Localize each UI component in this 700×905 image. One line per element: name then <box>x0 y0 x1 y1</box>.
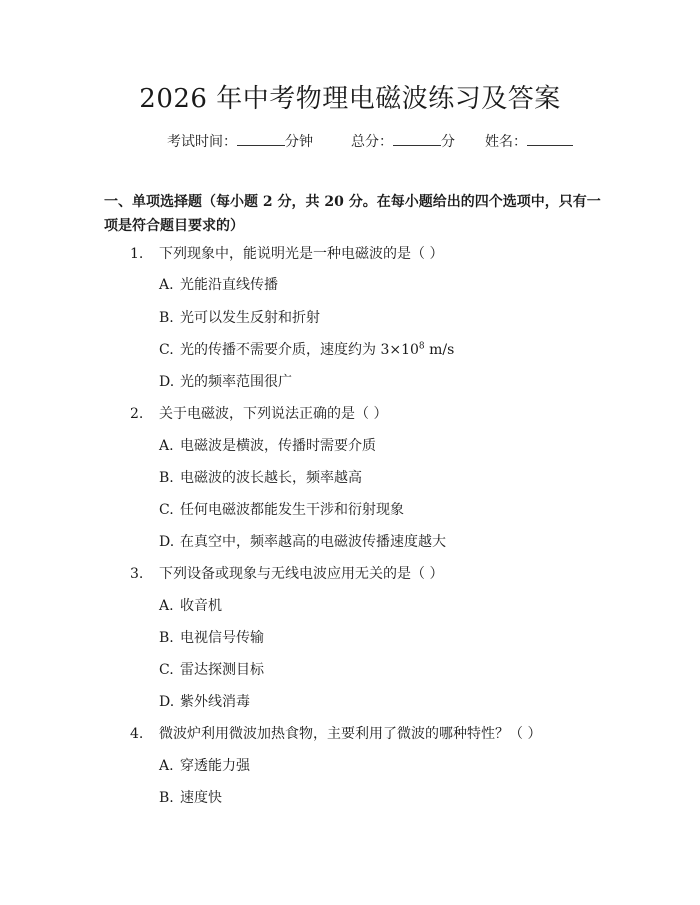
question-number: 1. <box>130 246 144 262</box>
option-letter: B. <box>159 310 174 326</box>
option-letter: C. <box>159 342 174 358</box>
question-number: 3. <box>130 566 144 582</box>
option-letter: B. <box>159 630 174 646</box>
exam-time-field <box>167 131 313 151</box>
option-text <box>180 341 454 359</box>
option-letter: B. <box>159 790 174 806</box>
option-letter: C. <box>159 662 174 678</box>
question-text: 下列设备或现象与无线电波应用无关的是（ ） <box>159 566 444 582</box>
exam-time-blank <box>237 133 285 146</box>
option-letter: B. <box>159 470 174 486</box>
option-letter: D. <box>159 534 175 550</box>
name-blank <box>527 133 573 146</box>
total-score-blank <box>393 133 441 146</box>
question-number: 4. <box>130 726 144 742</box>
option-text: 雷达探测目标 <box>180 662 264 678</box>
option-letter: A. <box>159 277 174 293</box>
option-text: 电磁波的波长越长，频率越高 <box>180 470 362 486</box>
exam-info-line <box>167 131 573 151</box>
option-text: 电视信号传输 <box>180 630 264 646</box>
option-text: 光的频率范围很广 <box>180 374 292 390</box>
option-text: 速度快 <box>180 790 222 806</box>
option-text-main: 光的传播不需要介质，速度约为 3×10 <box>180 342 419 358</box>
option-text: 光可以发生反射和折射 <box>180 310 320 326</box>
option-letter: C. <box>159 502 174 518</box>
total-score-unit: 分 <box>441 134 455 150</box>
option-text: 电磁波是横波，传播时需要介质 <box>180 438 376 454</box>
total-score-label: 总分： <box>351 134 393 150</box>
exponent: 8 <box>418 341 425 352</box>
question-text: 下列现象中，能说明光是一种电磁波的是（ ） <box>159 246 444 262</box>
exam-time-unit: 分钟 <box>285 134 313 150</box>
option-letter: D. <box>159 374 175 390</box>
option-letter: A. <box>159 598 174 614</box>
page-title: 2026 年中考物理电磁波练习及答案 <box>139 84 561 114</box>
question-text: 微波炉利用微波加热食物，主要利用了微波的哪种特性？（ ） <box>159 726 542 742</box>
section-heading: 一、单项选择题（每小题 2 分，共 20 分。在每小题给出的四个选项中，只有一项是符合题目要求的） <box>104 194 601 234</box>
question-text: 关于电磁波，下列说法正确的是（ ） <box>159 406 388 422</box>
option-text: 穿透能力强 <box>180 758 250 774</box>
option-text: 任何电磁波都能发生干涉和衍射现象 <box>180 502 404 518</box>
question-number: 2. <box>130 406 144 422</box>
option-text: 光能沿直线传播 <box>180 277 278 293</box>
total-score-field <box>351 131 455 151</box>
name-field <box>485 131 573 151</box>
option-letter: A. <box>159 438 174 454</box>
option-text: 紫外线消毒 <box>180 694 250 710</box>
option-text: 在真空中，频率越高的电磁波传播速度越大 <box>180 534 446 550</box>
option-letter: D. <box>159 694 175 710</box>
option-text: 收音机 <box>180 598 222 614</box>
exam-time-label: 考试时间： <box>167 134 237 150</box>
name-label: 姓名： <box>485 134 527 150</box>
option-text-unit: m/s <box>424 342 455 358</box>
option-letter: A. <box>159 758 174 774</box>
